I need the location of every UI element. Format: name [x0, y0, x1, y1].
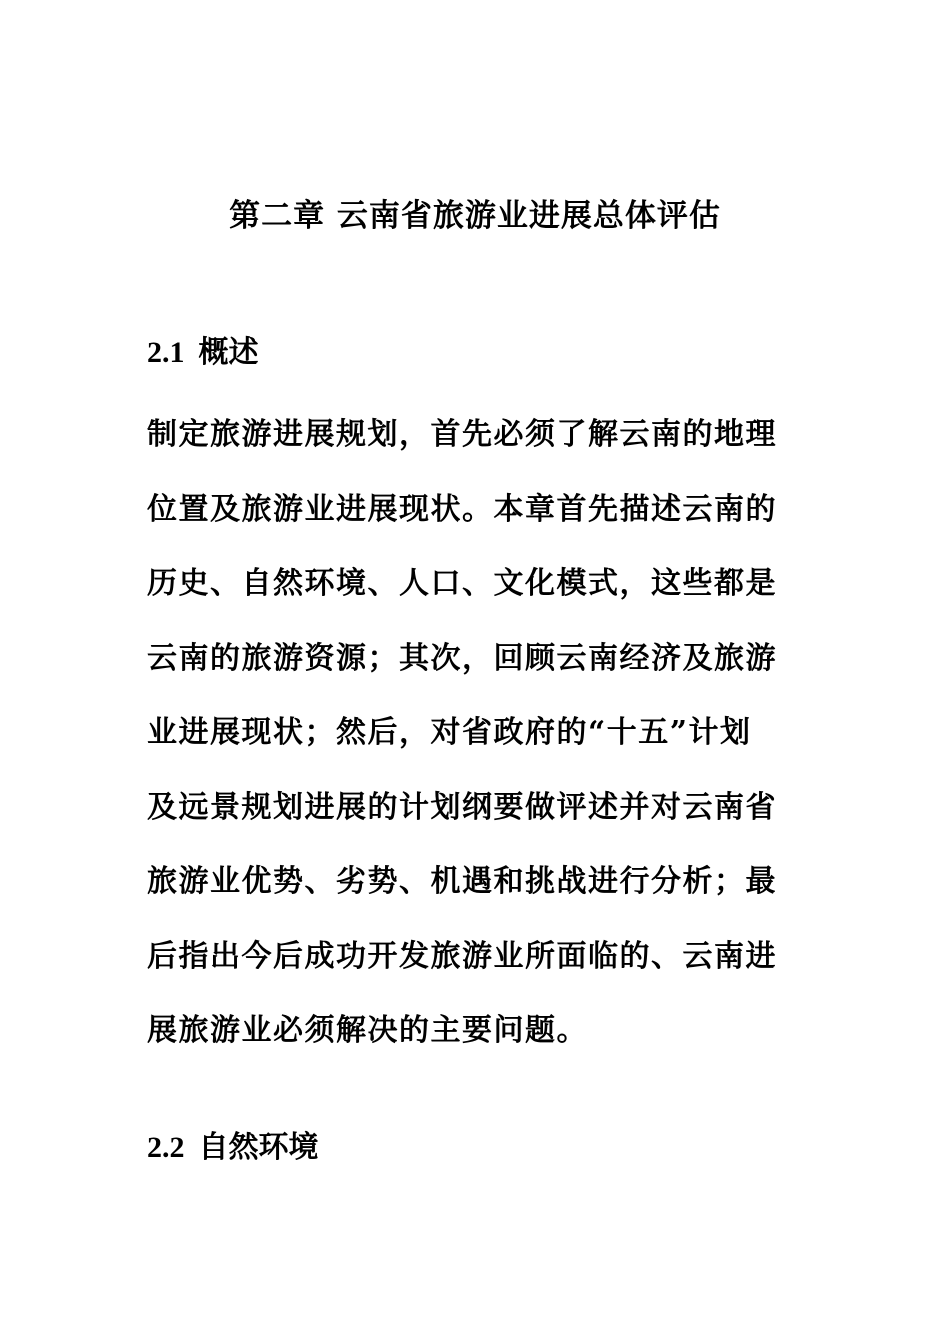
chapter-title: 第二章 云南省旅游业进展总体评估	[229, 198, 721, 234]
paragraph-line: 后指出今后成功开发旅游业所面临的、云南进	[147, 938, 777, 974]
section-number: 2.1	[147, 336, 185, 369]
paragraph-line: 制定旅游进展规划，首先必须了解云南的地理	[147, 417, 777, 452]
section-title: 自然环境	[198, 1130, 319, 1165]
paragraph-line: 历史、自然环境、人口、文化模式，这些都是	[147, 566, 777, 601]
paragraph-line: 位置及旅游业进展现状。本章首先描述云南的	[147, 491, 777, 527]
paragraph-line: 展旅游业必须解决的主要问题。	[147, 1013, 588, 1048]
section-heading-natural-environment	[147, 1128, 319, 1168]
paragraph-line: 及远景规划进展的计划纲要做评述并对云南省	[147, 789, 777, 825]
section-number: 2.2	[147, 1131, 185, 1164]
section-heading-overview	[147, 333, 259, 373]
paragraph-line: 云南的旅游资源；其次，回顾云南经济及旅游	[147, 640, 777, 676]
section-title: 概述	[198, 335, 259, 370]
paragraph-line: 业进展现状；然后，对省政府的“十五”计划	[147, 715, 752, 750]
paragraph-line: 旅游业优势、劣势、机遇和挑战进行分析；最	[147, 864, 777, 899]
overview-paragraph	[147, 398, 817, 1069]
